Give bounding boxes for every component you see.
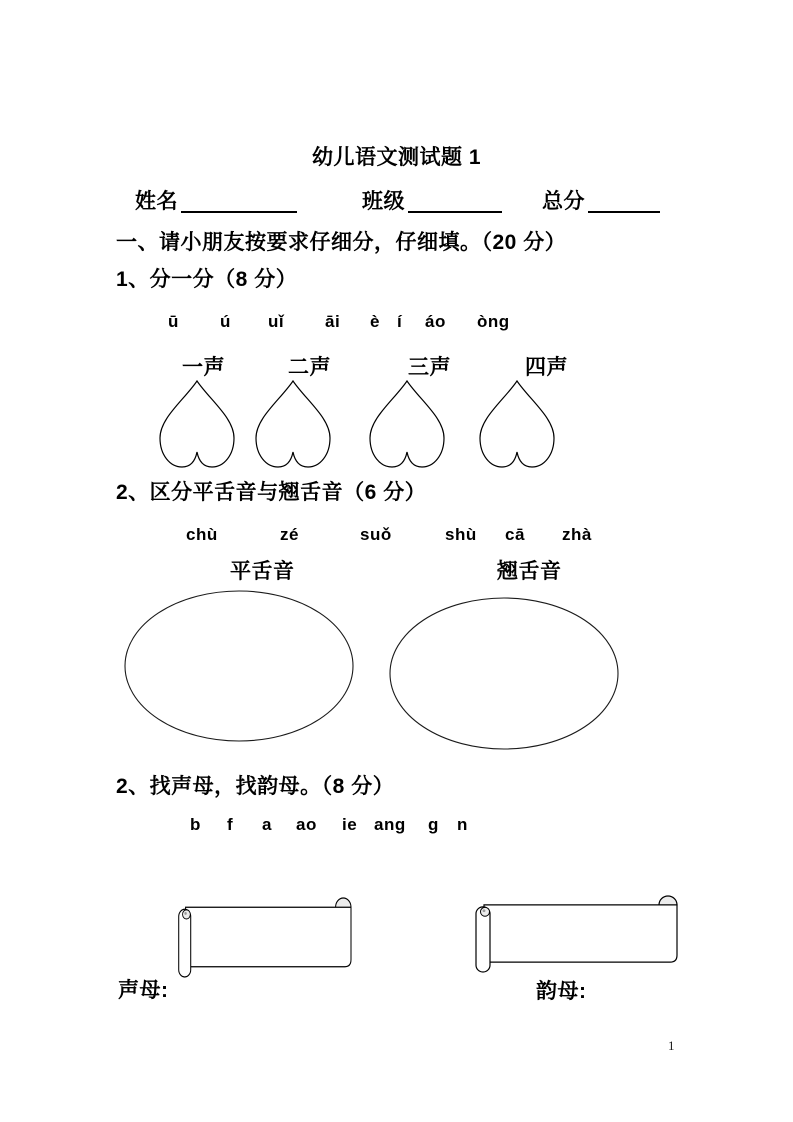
pinyin-item: zhà: [562, 525, 592, 544]
letter-item: n: [457, 815, 468, 834]
letter-item: g: [428, 815, 439, 834]
initials-answer-label: 声母:: [118, 979, 169, 1002]
spade-shape-tone1: [154, 378, 240, 473]
scroll-banner-finals: [474, 895, 684, 974]
finals-answer-label: 韵母:: [536, 980, 587, 1003]
spade-shape-tone2: [250, 378, 336, 473]
question1-heading: 1、分一分（8 分）: [116, 268, 298, 291]
letter-item: b: [190, 815, 201, 834]
pinyin-item: shù: [445, 525, 477, 544]
class-field-blank: [408, 192, 502, 213]
pinyin-item: zé: [280, 525, 299, 544]
scroll-banner-initials: [177, 897, 357, 979]
question3-heading: 2、找声母，找韵母。（8 分）: [116, 775, 395, 798]
pinyin-item: í: [397, 312, 403, 331]
letter-item: a: [262, 815, 272, 834]
total-score-field-label: 总分: [542, 190, 585, 213]
pinyin-item: áo: [425, 312, 446, 331]
pinyin-item: òng: [477, 312, 510, 331]
tone-label-fourth: 四声: [525, 356, 568, 379]
class-field-label: 班级: [362, 190, 405, 213]
spade-shape-tone4: [474, 378, 560, 473]
tone-label-second: 二声: [288, 356, 331, 379]
name-field-blank: [181, 192, 297, 213]
letter-item: ang: [374, 815, 406, 834]
letter-item: f: [227, 815, 234, 834]
oval-shape-curled-tongue: [389, 597, 619, 750]
pinyin-item: ú: [220, 312, 231, 331]
spade-shape-tone3: [364, 378, 450, 473]
pinyin-item: cā: [505, 525, 525, 544]
flat-tongue-label: 平舌音: [230, 560, 295, 583]
pinyin-item: chù: [186, 525, 218, 544]
pinyin-item: ū: [168, 312, 179, 331]
letter-item: ie: [342, 815, 358, 834]
page-title: 幼儿语文测试题 1: [311, 146, 481, 169]
tone-label-third: 三声: [408, 356, 451, 379]
pinyin-item: uǐ: [268, 312, 285, 331]
total-score-field-blank: [588, 192, 660, 213]
pinyin-item: è: [370, 312, 380, 331]
name-field-label: 姓名: [135, 190, 178, 213]
oval-shape-flat-tongue: [124, 590, 354, 742]
letter-item: ao: [296, 815, 317, 834]
tone-label-first: 一声: [182, 356, 225, 379]
question2-heading: 2、区分平舌音与翘舌音（6 分）: [116, 481, 427, 504]
page-number: 1: [668, 1038, 675, 1053]
curled-tongue-label: 翘舌音: [497, 560, 562, 583]
pinyin-item: āi: [325, 312, 341, 331]
section-one-heading: 一、请小朋友按要求仔细分，仔细填。（20 分）: [116, 231, 567, 254]
pinyin-item: suǒ: [360, 525, 392, 544]
